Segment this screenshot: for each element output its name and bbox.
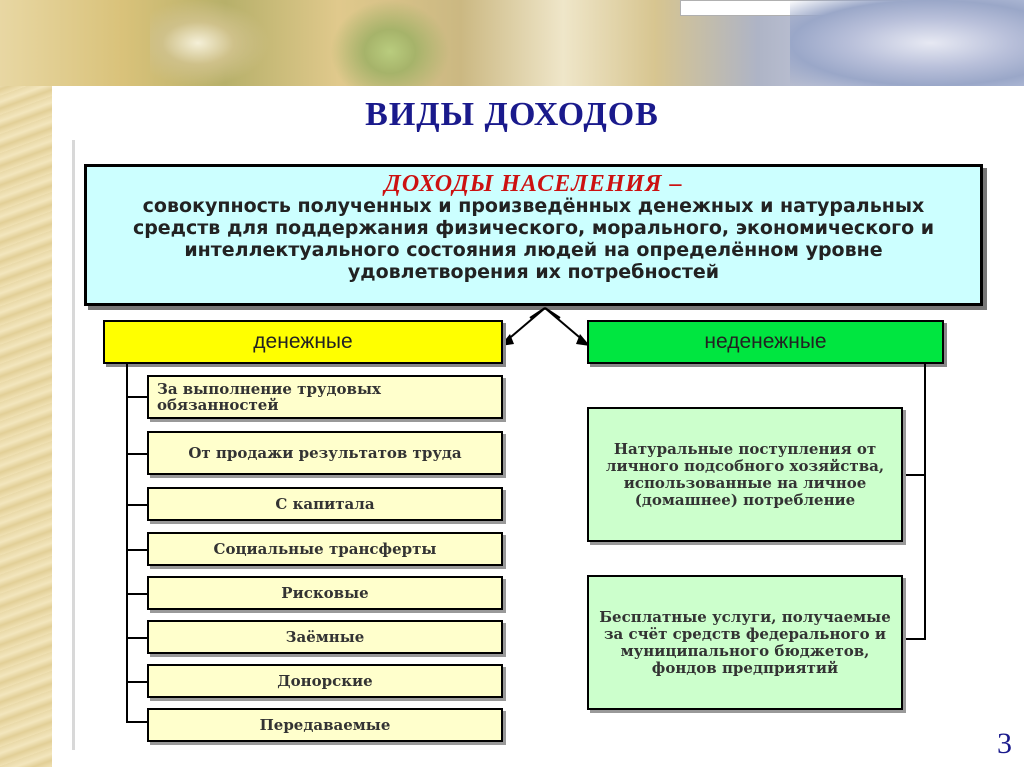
monetary-item: От продажи результатов труда (147, 431, 503, 475)
monetary-item: Заёмные (147, 620, 503, 654)
monetary-item: Донорские (147, 664, 503, 698)
category-nonmonetary: неденежные (587, 320, 944, 364)
branch-line (126, 637, 147, 639)
tree-line-monetary (126, 364, 128, 722)
branch-line (126, 453, 147, 455)
decorative-header-image (0, 0, 1024, 86)
connector-arrows (490, 300, 600, 350)
decorative-divider (72, 140, 75, 750)
monetary-item: За выполнение трудовых обязанностей (147, 375, 503, 419)
branch-line (126, 549, 147, 551)
branch-line (903, 638, 926, 640)
definition-text: совокупность полученных и произведённых денежных и натуральных средств для поддержания физического, морального, экономического и интеллектуального состояния людей на определённом уровне удовлетворения их потребностей (132, 195, 935, 283)
category-monetary: денежные (103, 320, 503, 364)
monetary-item: Социальные трансферты (147, 532, 503, 566)
slide-title: ВИДЫ ДОХОДОВ (365, 96, 659, 133)
branch-line (126, 721, 147, 723)
tree-line-nonmonetary (924, 364, 926, 640)
leaf-decoration (330, 0, 450, 86)
branch-line (126, 681, 147, 683)
branch-line (126, 593, 147, 595)
page-number: 3 (997, 727, 1012, 760)
branch-line (126, 504, 147, 506)
definition-box (84, 164, 983, 306)
nonmonetary-item: Натуральные поступления от личного подсобного хозяйства, использованные на личное (домашнее) потребление (587, 407, 903, 542)
branch-line (903, 474, 926, 476)
definition-term: ДОХОДЫ НАСЕЛЕНИЯ – (384, 171, 683, 197)
monetary-item: С капитала (147, 487, 503, 521)
flower-decoration (790, 0, 1024, 86)
monetary-item: Передаваемые (147, 708, 503, 742)
leaf-decoration (150, 0, 270, 86)
nonmonetary-item: Бесплатные услуги, получаемые за счёт средств федерального и муниципального бюджетов, фондов предприятий (587, 575, 903, 710)
branch-line (126, 396, 147, 398)
monetary-item: Рисковые (147, 576, 503, 610)
